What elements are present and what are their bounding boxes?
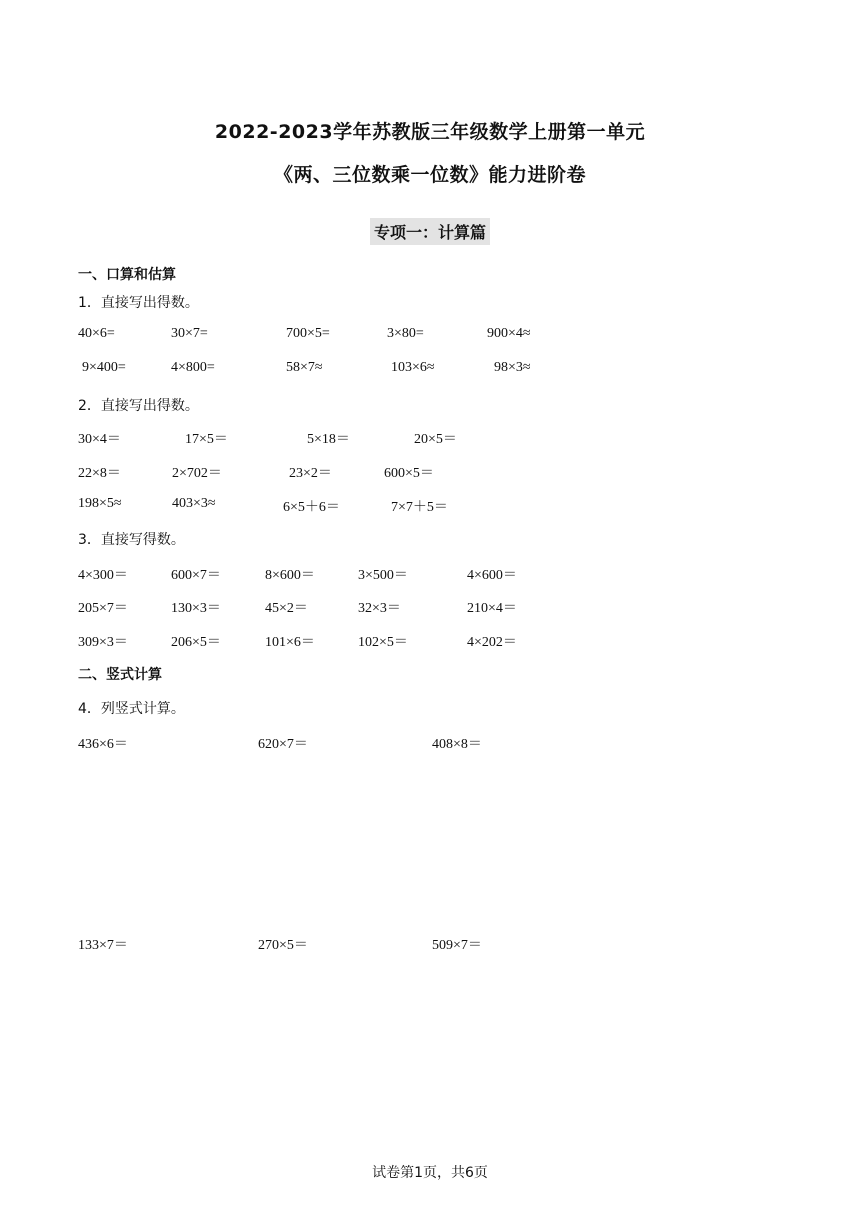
problem: 4×600＝ — [467, 568, 517, 583]
problem: 600×5＝ — [384, 466, 434, 481]
problem: 5×18＝ — [307, 432, 350, 447]
problem: 206×5＝ — [171, 635, 221, 650]
question-4-label: 4．列竖式计算。 — [78, 701, 185, 717]
problem: 700×5= — [286, 326, 330, 341]
problem: 103×6≈ — [391, 360, 435, 375]
problem: 4×202＝ — [467, 635, 517, 650]
problem: 8×600＝ — [265, 568, 315, 583]
problem: 436×6＝ — [78, 737, 128, 752]
title-line-2: 《两、三位数乘一位数》能力进阶卷 — [273, 164, 586, 186]
question-3-label: 3．直接写得数。 — [78, 532, 185, 548]
title-line-1: 2022-2023学年苏教版三年级数学上册第一单元 — [214, 121, 646, 143]
problem: 509×7＝ — [432, 938, 482, 953]
problem: 40×6= — [78, 326, 115, 341]
problem: 900×4≈ — [487, 326, 531, 341]
problem: 309×3＝ — [78, 635, 128, 650]
problem: 270×5＝ — [258, 938, 308, 953]
problem: 408×8＝ — [432, 737, 482, 752]
problem: 32×3＝ — [358, 601, 401, 616]
problem: 2×702＝ — [172, 466, 222, 481]
problem: 4×300＝ — [78, 568, 128, 583]
problem: 620×7＝ — [258, 737, 308, 752]
problem: 3×500＝ — [358, 568, 408, 583]
page-footer: 试卷第1页，共6页 — [372, 1165, 488, 1181]
problem: 98×3≈ — [494, 360, 531, 375]
problem: 30×7= — [171, 326, 208, 341]
problem: 30×4＝ — [78, 432, 121, 447]
problem: 130×3＝ — [171, 601, 221, 616]
problem: 600×7＝ — [171, 568, 221, 583]
problem: 20×5＝ — [414, 432, 457, 447]
problem: 3×80= — [387, 326, 424, 341]
problem: 9×400= — [82, 360, 126, 375]
problem: 4×800= — [171, 360, 215, 375]
problem: 101×6＝ — [265, 635, 315, 650]
question-2-label: 2．直接写出得数。 — [78, 398, 199, 414]
problem: 198×5≈ — [78, 496, 122, 511]
problem: 403×3≈ — [172, 496, 216, 511]
problem: 205×7＝ — [78, 601, 128, 616]
section-2-heading: 二、竖式计算 — [78, 667, 162, 683]
subtitle: 专项一：计算篇 — [370, 218, 490, 245]
problem: 45×2＝ — [265, 601, 308, 616]
problem: 23×2＝ — [289, 466, 332, 481]
problem: 17×5＝ — [185, 432, 228, 447]
section-1-heading: 一、口算和估算 — [78, 267, 176, 283]
problem: 7×7＋5＝ — [391, 500, 448, 515]
problem: 133×7＝ — [78, 938, 128, 953]
question-1-label: 1．直接写出得数。 — [78, 295, 199, 311]
problem: 210×4＝ — [467, 601, 517, 616]
problem: 6×5＋6＝ — [283, 500, 340, 515]
problem: 102×5＝ — [358, 635, 408, 650]
problem: 22×8＝ — [78, 466, 121, 481]
problem: 58×7≈ — [286, 360, 323, 375]
